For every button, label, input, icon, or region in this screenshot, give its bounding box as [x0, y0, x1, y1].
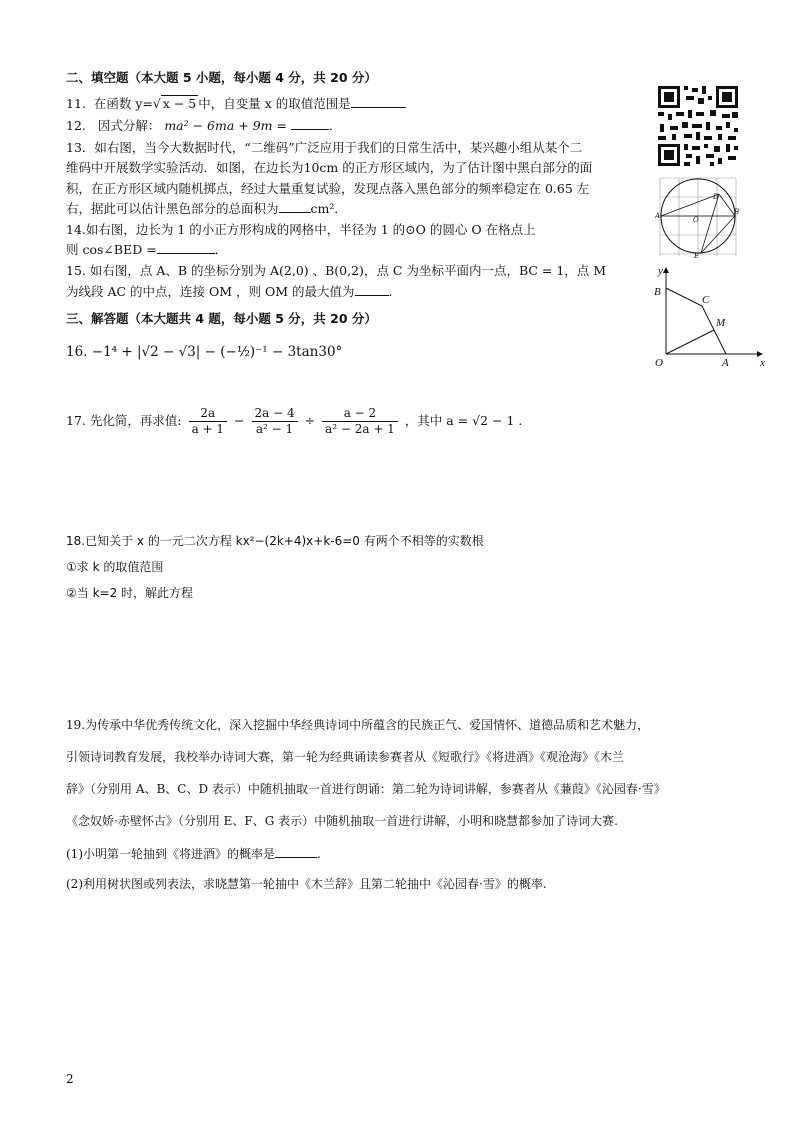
question-13-line2: 维码中开展数学实验活动．如图，在边长为10cm 的正方形区域内，为了估计图中黑白部分的面	[66, 160, 593, 175]
answer-blank	[291, 116, 329, 130]
question-14-line1: 14.如右图，边长为 1 的小正方形构成的网格中，半径为 1 的⊙O 的圆心 O 在格点上	[66, 222, 536, 237]
fraction-3: $\frac{a - 2}{\text{a² − 2a + 1}}$	[322, 406, 398, 437]
question-19-line4: 《念奴娇·赤壁怀古》（分别用 E、F、G 表示）中随机抽取一首进行讲解，小明和晓慧都参加了诗词大赛.	[66, 814, 618, 828]
question-19-line3: 辞》（分别用 A、B、C、D 表示）中随机抽取一首进行朗诵：第二轮为诗词讲解，参赛者从《蒹葭》《沁园春·雪》	[66, 782, 666, 796]
fig1-label-4: E	[694, 252, 700, 258]
fig1-label-2: D	[713, 193, 719, 201]
question-18-line1: 18.已知关于 x 的一元二次方程 kx²−(2k+4)x+k-6=0 有两个不相等的实数根	[66, 534, 484, 548]
question-19-line6: (2)利用树状图或列表法，求晓慧第一轮抽中《木兰辞》且第二轮抽中《沁园春·雪》的概率.	[66, 877, 547, 891]
section2-title: 二、填空题（本大题 5 小题，每小题 4 分，共 20 分）	[66, 70, 377, 85]
fig1-label-1: B	[734, 208, 740, 216]
question-19-line5: (1)小明第一轮抽到《将进酒》的概率是 .	[66, 844, 321, 864]
fig2-label-1: B	[654, 286, 661, 298]
question-11: 11. 在函数 y=√ x − 5 中，自变量 x 的取值范围是	[66, 94, 406, 113]
question-15-line2: 为线段 AC 的中点，连接 OM ，则 OM 的最大值为 .	[66, 284, 393, 299]
fig2-label-0: y	[658, 265, 663, 277]
coordinate-figure	[650, 262, 770, 370]
question-19-line1: 19.为传承中华优秀传统文化，深入挖掘中华经典诗词中所蕴含的民族正气、爱国情怀、道德品质和艺术魅力，	[66, 718, 650, 732]
question-13-line1: 13．如右图，当今大数据时代，“二维码”广泛应用于我们的日常生活中，某兴趣小组从某个二	[66, 140, 583, 155]
circle-grid-figure	[655, 176, 741, 258]
fig2-label-3: M	[716, 317, 726, 329]
fig2-label-5: A	[722, 357, 729, 369]
answer-blank	[275, 844, 317, 858]
section3-title: 三、解答题（本大题共 4 题，每小题 5 分，共 20 分）	[66, 311, 377, 326]
fig1-label-0: A	[655, 212, 661, 220]
question-17: 17. 先化简，再求值: $\frac{2a}{a + 1}$ − $\frac{2a - 4}{\text{a² − 1}}$ ÷ $\frac{a - 2}{\text{a² − 2a + 1}}$ ，其中 a = √2 − 1 .	[66, 406, 523, 436]
question-13-line3: 积，在正方形区域内随机掷点，经过大量重复试验，发现点落入黑色部分的频率稳定在 0.65 左	[66, 181, 590, 196]
question-18-line2: ①求 k 的取值范围	[66, 560, 164, 574]
fig2-label-2: C	[702, 294, 710, 306]
question-19-line2: 引领诗词教育发展，我校举办诗词大赛，第一轮为经典诵读参赛者从《短歌行》《将进酒》《观沧海》《木兰	[66, 750, 625, 764]
question-12: 12. 因式分解： ma² − 6ma + 9m = ．	[66, 118, 342, 133]
question-13-line4: 右，据此可以估计黑色部分的总面积为 cm²．	[66, 201, 347, 216]
answer-blank	[279, 199, 311, 213]
fig1-label-3: O	[693, 216, 699, 224]
question-16: 16. −1⁴ + |√2 − √3| − (−½)⁻¹ − 3tan30°	[66, 344, 343, 360]
fraction-2: $\frac{2a - 4}{\text{a² − 1}}$	[252, 406, 298, 437]
question-15-line1: 15. 如右图，点 A、B 的坐标分别为 A(2,0) 、B(0,2)，点 C 为坐标平面内一点，BC = 1，点 M	[66, 263, 607, 278]
qr-code-image	[656, 84, 740, 168]
answer-blank	[351, 94, 406, 108]
page-number: 2	[66, 1072, 74, 1086]
question-18-line3: ②当 k=2 时，解此方程	[66, 586, 194, 600]
question-14-line2: 则 cos∠BED = ．	[66, 242, 228, 257]
fig2-label-4: O	[655, 357, 663, 369]
answer-blank	[157, 240, 215, 254]
fig2-label-6: x	[760, 357, 765, 369]
fraction-1: $\frac{2a}{a + 1}$	[189, 406, 227, 437]
answer-blank	[355, 282, 389, 296]
